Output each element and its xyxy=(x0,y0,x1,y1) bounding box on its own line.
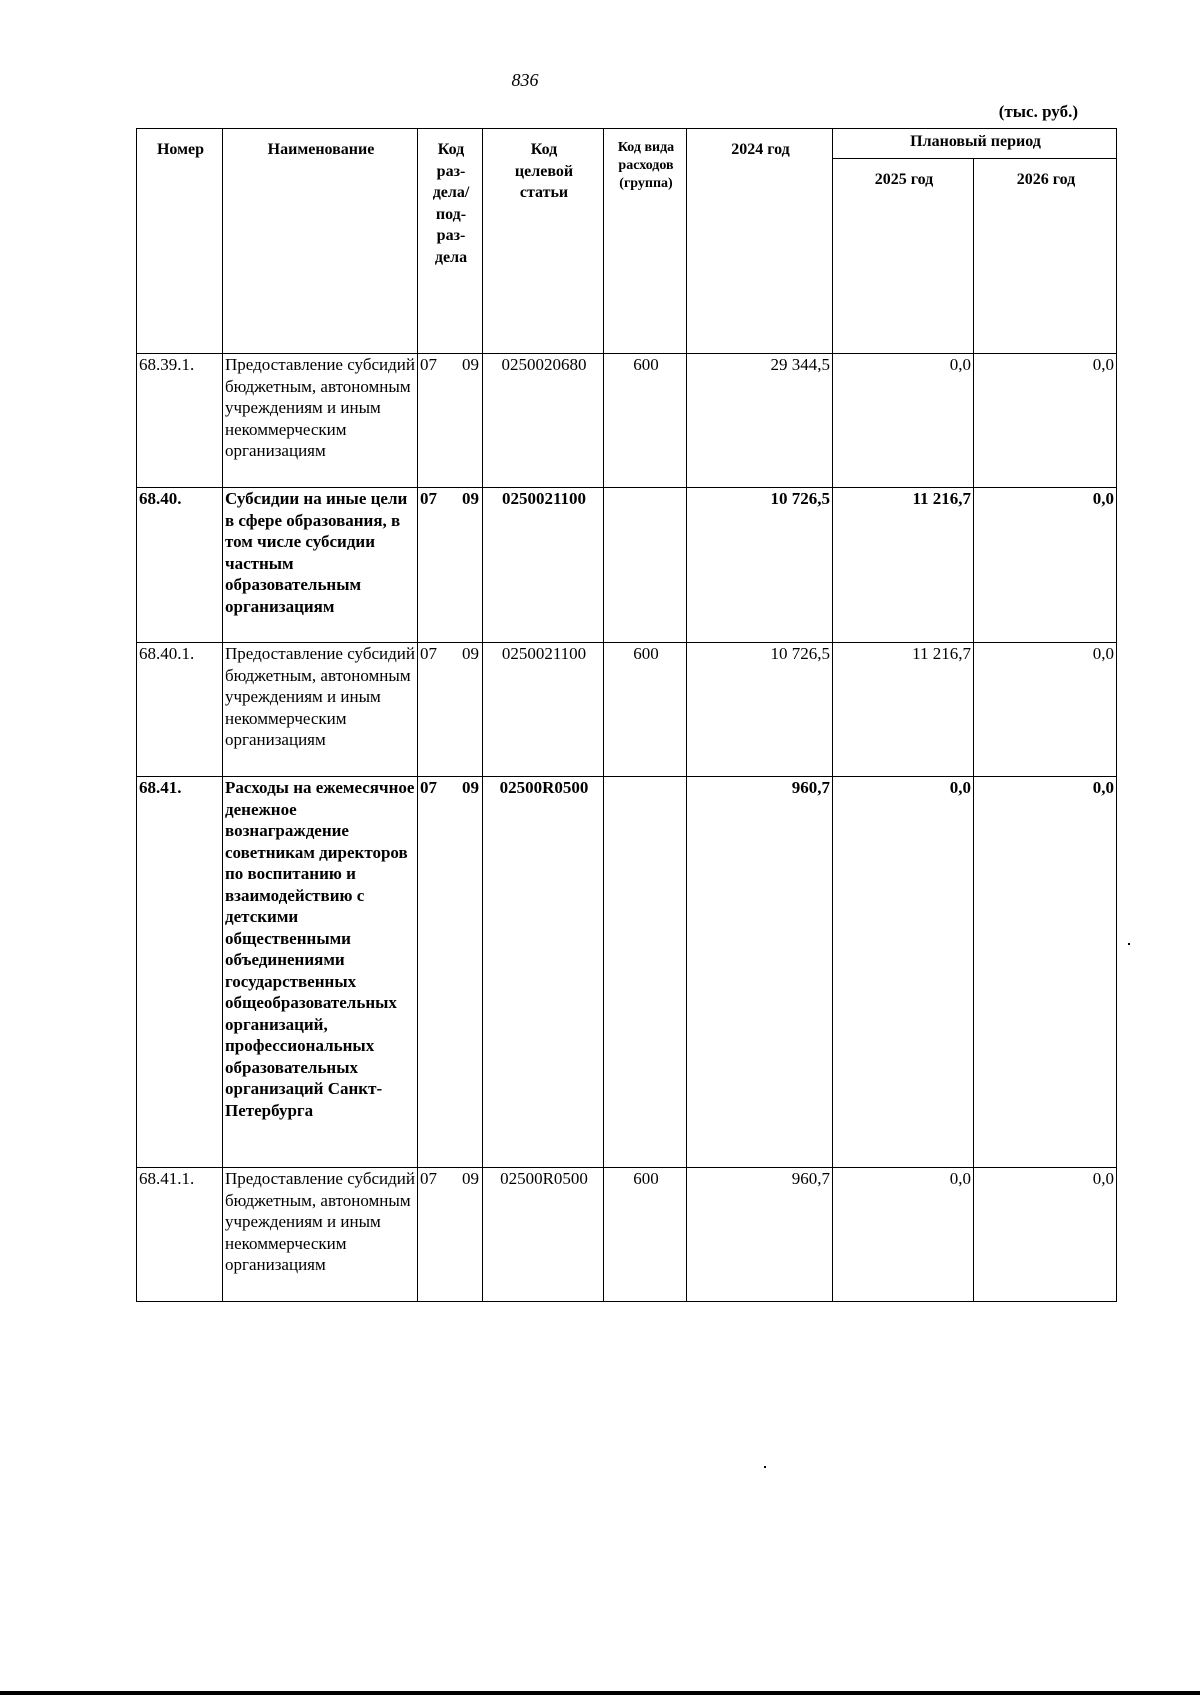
header-name: Наименование xyxy=(223,129,418,354)
cell-target-code: 02500R0500 xyxy=(483,1168,604,1302)
cell-subsection: 09 xyxy=(462,778,479,797)
table-row xyxy=(137,1168,1117,1302)
cell-target-code: 0250021100 xyxy=(483,488,604,643)
cell-section-code xyxy=(418,488,483,643)
header-section-code-line: под- xyxy=(435,205,467,223)
scan-edge-line xyxy=(0,1691,1200,1695)
cell-subsection: 09 xyxy=(462,489,479,508)
header-section-code xyxy=(418,129,483,354)
cell-number: 68.39.1. xyxy=(137,354,223,488)
cell-expense-type: 600 xyxy=(604,1168,687,1302)
header-target-code-line: статьи xyxy=(519,184,569,201)
cell-2024: 29 344,5 xyxy=(687,354,833,488)
header-section-code-line: Код xyxy=(437,141,465,158)
cell-name: Предоставление субсидий бюджетным, автономным учреждениям и иным некоммерческим организациям xyxy=(223,354,418,488)
header-expense-type-line: расходов xyxy=(618,158,674,173)
cell-section: 07 xyxy=(420,644,437,663)
cell-section-code xyxy=(418,777,483,1168)
cell-name: Расходы на ежемесячное денежное вознаграждение советникам директоров по воспитанию и взаимодействию с детскими общественными объединениями государственных общеобразовательных организаций, профессиональных образовательных организаций Санкт-Петербурга xyxy=(223,777,418,1168)
cell-number: 68.40.1. xyxy=(137,643,223,777)
header-year-2026: 2026 год xyxy=(974,159,1117,354)
table-row xyxy=(137,488,1117,643)
cell-number: 68.41.1. xyxy=(137,1168,223,1302)
header-planned-period: Плановый период xyxy=(833,129,1117,159)
cell-2025: 11 216,7 xyxy=(833,643,974,777)
cell-number: 68.40. xyxy=(137,488,223,643)
cell-2026: 0,0 xyxy=(974,643,1117,777)
header-target-code xyxy=(483,129,604,354)
header-section-code-line: раз- xyxy=(436,162,466,180)
cell-2025: 0,0 xyxy=(833,1168,974,1302)
cell-2026: 0,0 xyxy=(974,1168,1117,1302)
cell-section: 07 xyxy=(420,355,437,374)
header-target-code-line: Код xyxy=(530,141,558,158)
cell-target-code: 0250021100 xyxy=(483,643,604,777)
header-section-code-line: дела/ xyxy=(432,184,470,201)
table-row xyxy=(137,354,1117,488)
cell-name: Предоставление субсидий бюджетным, автономным учреждениям и иным некоммерческим организациям xyxy=(223,643,418,777)
cell-section: 07 xyxy=(420,1169,437,1188)
header-target-code-line: целевой xyxy=(514,162,574,180)
scan-speck xyxy=(764,1466,766,1468)
cell-section-code xyxy=(418,643,483,777)
cell-target-code: 0250020680 xyxy=(483,354,604,488)
cell-number: 68.41. xyxy=(137,777,223,1168)
cell-2024: 10 726,5 xyxy=(687,643,833,777)
cell-expense-type: 600 xyxy=(604,354,687,488)
header-section-code-line: дела xyxy=(434,248,468,266)
cell-section-code xyxy=(418,354,483,488)
scan-speck xyxy=(1128,943,1130,945)
cell-subsection: 09 xyxy=(462,1169,479,1188)
cell-name: Субсидии на иные цели в сфере образования, в том числе субсидии частным образовательным организациям xyxy=(223,488,418,643)
header-year-2024: 2024 год xyxy=(687,129,833,354)
cell-subsection: 09 xyxy=(462,355,479,374)
page-number: 836 xyxy=(511,70,539,90)
budget-table xyxy=(136,128,1117,1302)
header-expense-type-line: Код вида xyxy=(617,140,675,155)
cell-expense-type xyxy=(604,488,687,643)
cell-2024: 960,7 xyxy=(687,777,833,1168)
cell-2026: 0,0 xyxy=(974,488,1117,643)
header-expense-type xyxy=(604,129,687,354)
header-expense-type-line: (группа) xyxy=(619,176,673,191)
header-year-2025: 2025 год xyxy=(833,159,974,354)
table-row xyxy=(137,643,1117,777)
cell-2025: 0,0 xyxy=(833,354,974,488)
cell-2024: 960,7 xyxy=(687,1168,833,1302)
cell-expense-type xyxy=(604,777,687,1168)
header-section-code-line: раз- xyxy=(436,227,466,244)
cell-target-code: 02500R0500 xyxy=(483,777,604,1168)
units-label: (тыс. руб.) xyxy=(998,102,1078,121)
cell-2026: 0,0 xyxy=(974,777,1117,1168)
cell-2024: 10 726,5 xyxy=(687,488,833,643)
cell-2026: 0,0 xyxy=(974,354,1117,488)
cell-subsection: 09 xyxy=(462,644,479,663)
header-number: Номер xyxy=(137,129,223,354)
cell-2025: 0,0 xyxy=(833,777,974,1168)
cell-name: Предоставление субсидий бюджетным, автономным учреждениям и иным некоммерческим организациям xyxy=(223,1168,418,1302)
cell-section: 07 xyxy=(420,489,437,508)
cell-section-code xyxy=(418,1168,483,1302)
cell-expense-type: 600 xyxy=(604,643,687,777)
cell-2025: 11 216,7 xyxy=(833,488,974,643)
cell-section: 07 xyxy=(420,778,437,797)
table-row xyxy=(137,777,1117,1168)
